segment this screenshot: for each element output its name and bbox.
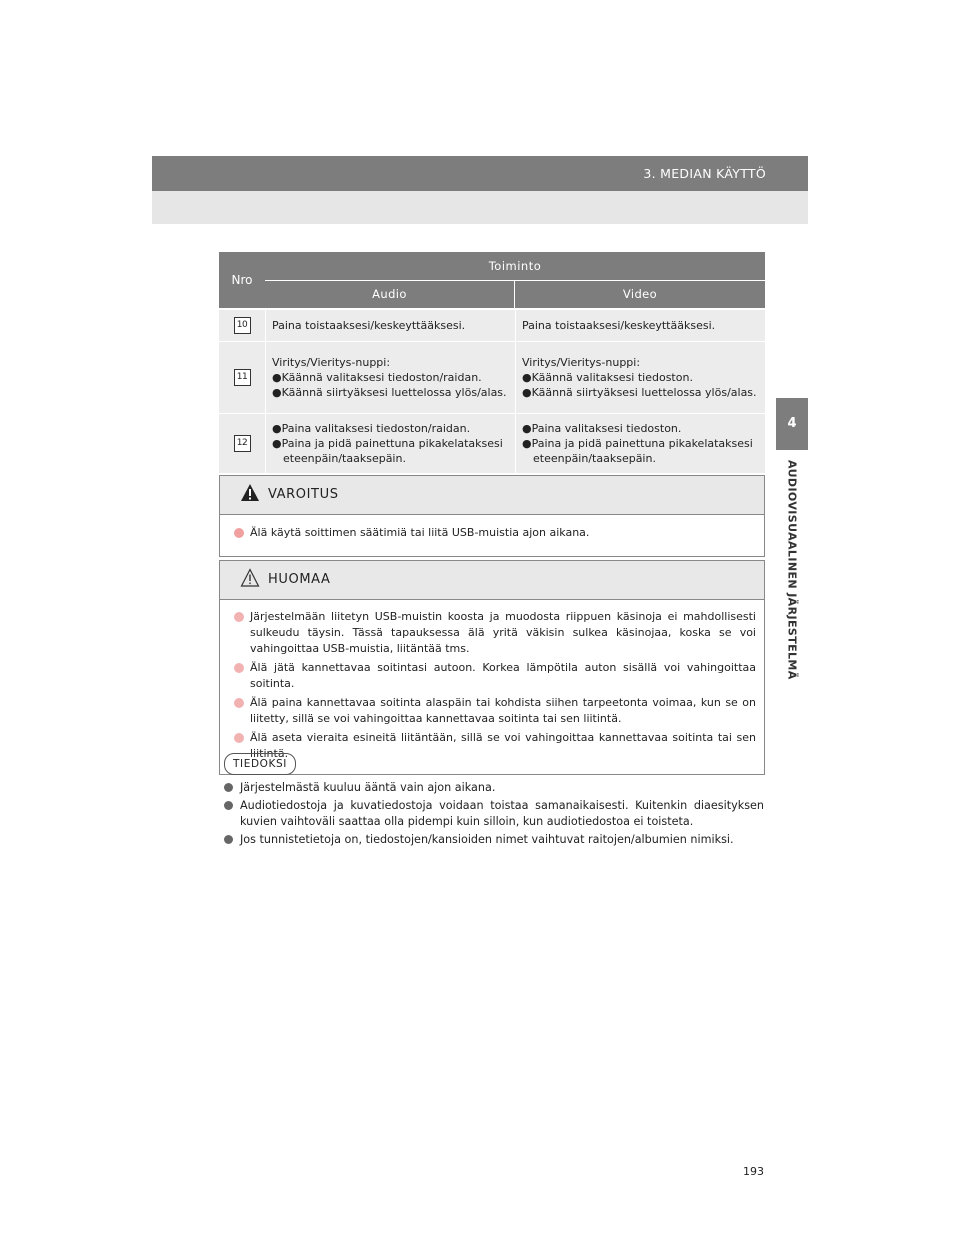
chapter-title: AUDIOVISUAALINEN JÄRJESTELMÄ [785,460,799,680]
row-number: 10 [234,317,251,334]
cell-audio: Paina toistaaksesi/keskeyttääksesi. [265,310,515,341]
table-body [219,309,765,473]
bullet-icon [224,783,233,792]
caution-item: Älä jätä kannettavaa soitintasi autoon. Korkea lämpötila auton sisällä voi vahingoittaa soitinta. [234,660,756,692]
cell-video: Viritys/Vieritys-nuppi: ●Käännä valitaksesi tiedoston. ●Käännä siirtyäksesi luettelossa ylös/alas. [515,342,765,413]
header-bar [152,156,808,191]
row-number: 12 [234,435,251,452]
caution-box [219,560,765,775]
caution-title: HUOMAA [268,572,331,587]
info-label: TIEDOKSI [224,753,296,775]
caution-icon [240,568,260,588]
table-row [219,413,765,473]
info-item: Audiotiedostoja ja kuvatiedostoja voidaan toistaa samanaikaisesti. Kuitenkin diaesityksen kuvien vaihtoväli saattaa olla pidempi kuin silloin, kun audiotiedostoa ei toisteta. [224,798,764,830]
col-header-no: Nro [219,252,265,308]
cell-video: ●Paina valitaksesi tiedoston. ●Paina ja pidä painettuna pikakelataksesi eteenpäin/taaksepäin. [515,414,765,473]
chapter-tab: 4 [776,398,808,450]
bullet-icon [224,801,233,810]
warning-item: Älä käytä soittimen säätimiä tai liitä USB-muistia ajon aikana. [234,525,756,541]
bullet-icon [234,698,244,708]
bullet-icon [234,612,244,622]
info-item: Järjestelmästä kuuluu ääntä vain ajon aikana. [224,780,764,796]
table-row [219,341,765,413]
info-item: Jos tunnistetietoja on, tiedostojen/kansioiden nimet vaihtuvat raitojen/albumien nimiksi. [224,832,764,848]
warning-box [219,475,765,557]
caution-item: Järjestelmään liitetyn USB-muistin koosta ja muodosta riippuen käsinoja ei mahdollisesti sulkeudu täysin. Tässä tapauksessa älä yritä väkisin sulkea käsinojaa, koska se voi vahingoittaa USB-muistia, liitäntää tms. [234,609,756,657]
cell-video: Paina toistaaksesi/keskeyttääksesi. [515,310,765,341]
bullet-icon [234,663,244,673]
cell-audio: Viritys/Vieritys-nuppi: ●Käännä valitaksesi tiedoston/raidan. ●Käännä siirtyäksesi luettelossa ylös/alas. [265,342,515,413]
caution-item: Älä aseta vieraita esineitä liitäntään, sillä se voi vahingoittaa kannettavaa soitinta tai sen liitintä. [234,730,756,762]
page-number: 193 [743,1165,764,1178]
bullet-icon [224,835,233,844]
caution-item: Älä paina kannettavaa soitinta alaspäin tai kohdista siihen tarpeetonta voimaa, kun se on liitetty, sillä se voi vahingoittaa kannettavaa soitinta tai sen liitintä. [234,695,756,727]
section-title: 3. MEDIAN KÄYTTÖ [643,166,766,181]
col-header-function: Toiminto [265,252,765,280]
table-row [219,309,765,341]
cell-audio: ●Paina valitaksesi tiedoston/raidan. ●Paina ja pidä painettuna pikakelataksesi eteenpäin/taaksepäin. [265,414,515,473]
warning-title: VAROITUS [268,487,339,502]
bullet-icon [234,528,244,538]
info-list [224,780,764,850]
col-header-audio: Audio [265,281,514,308]
bullet-icon [234,733,244,743]
row-number: 11 [234,369,251,386]
col-header-video: Video [515,281,765,308]
header-band [152,156,808,224]
warning-icon [240,483,260,503]
